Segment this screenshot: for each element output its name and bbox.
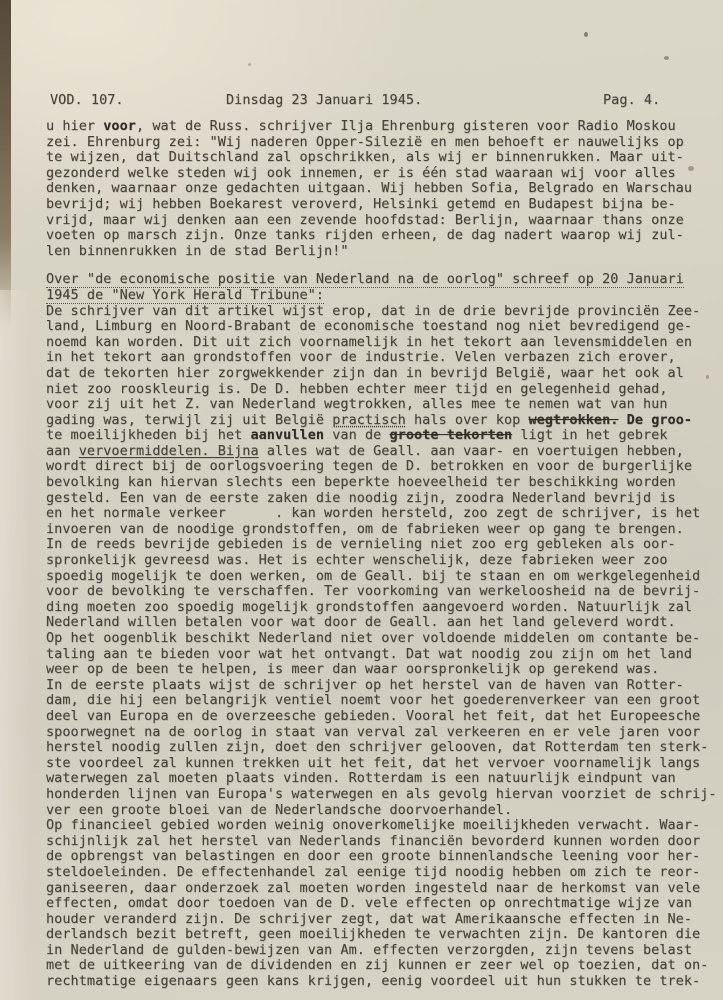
text-line: waterwegen zal moeten plaats vinden. Rotterdam is een natuurlijk eindpunt van [46,770,676,787]
text-segment: u hier [46,118,104,134]
text-line: niet zoo rooskleurig is. De D. hebben echter meer tijd en gelegenheid gehad, [46,380,668,397]
text-line: spoedig mogelijk te doen werken, om de Geall. bij te staan en om werkgelegenheid [46,567,701,584]
text-line: en het normale verkeer . kan worden hersteld, zoo zegt de schrijver, is het [46,505,701,522]
paper-edge-highlight [0,290,30,1000]
text-line: wordt direct bij de oorlogsvoering tegen de D. betrokken en voor de burgerlijke [46,458,693,475]
page-body [46,119,718,990]
text-segment: ligt in het gebrek [512,427,668,444]
text-line: In de eerste plaats wijst de schrijver op het herstel van de haven van Rotter- [46,676,684,693]
text-line: herstel noodig zullen zijn, doet den schrijver gelooven, dat Rotterdam ten sterk- [46,739,709,756]
text-segment: wegtrokken. [528,411,619,428]
page-header [50,92,673,109]
text-segment: vervoermiddelen. Bijna [78,442,259,459]
text-line: schijnlijk zal het herstel van Nederlands financiën bevorderd kunnen worden door [46,832,701,849]
text-line [46,444,718,460]
text-line: rechtmatige eigenaars geen kans krijgen, eenig voordeel uit hun stukken te trek- [46,973,701,990]
text-line: zei. Ehrenburg zei: "Wij naderen Opper-Silezië en men behoeft er nauwelijks op [46,133,684,150]
text-segment: De groo- [626,411,693,428]
text-segment: hals over kop [405,411,529,428]
text-line: weer op de been te helpen, is meer dan waar oorspronkelijk op gerekend was. [46,661,660,678]
text-line: gezonderd welke steden wij ook innemen, er is één stad waaraan wij voor alles [46,164,676,181]
text-line: len binnenrukken in de stad Berlijn!" [46,242,349,259]
text-line: in het tekort aan grondstoffen voor de industrie. Velen verbazen zich erover, [46,349,676,366]
text-line: spronkelijk gevreesd was. Het is echter wenschelijk, deze fabrieken weer zoo [46,552,668,569]
text-line: in Nederland de gulden-bewijzen van Am. effecten verzorgden, zijn tevens belast [46,941,693,958]
text-line: ste voordeel zal kunnen trekken uit het feit, dat het vervoer voornamelijk langs [46,754,701,771]
text-segment: , wat de Russ. schrijver Ilja Ehrenburg gisteren voor Radio Moskou [135,118,676,134]
text-segment [618,412,626,428]
text-line: spoorwegnet na de oorlog in staat van verval zal verkeeren en er vele jaren voor [46,723,701,740]
text-line: derlandsch bezit betreft, geen moeilijkheden te verwachten zijn. De kantoren die [46,926,701,943]
text-line [46,119,718,135]
issue-date: Dinsdag 23 Januari 1945. [226,92,423,108]
text-line: ding moeten zoo spoedig mogelijk grondstoffen aangevoerd worden. Natuurlijk zal [46,598,693,615]
text-line: In de reeds bevrijde gebieden is de vernieling niet zoo erg gebleken als oor- [46,536,676,553]
text-line: taling aan te bieden voor wat het ontvangt. Dat wat noodig zou zijn om het land [46,645,693,662]
text-line: voeten op marsch zijn. Onze tanks rijden erheen, de dag nadert waarop wij zul- [46,227,684,244]
text-line: de opbrengst van belastingen en door een groote binnenlandsche leening voor her- [46,848,701,865]
text-segment: van de [324,427,390,444]
text-line: voor zij uit het Z. van Nederland wegtrokken, alles mee te nemen wat van hun [46,396,668,413]
text-segment: te moeilijkheden bij het [46,427,251,444]
page-number: Pag. 4. [603,92,661,108]
scan-edge-shadow [0,0,11,330]
text-segment: gading was, terwijl zij uit België [46,411,333,428]
text-line: vrijd, maar wij denken aan een zevende hoofdstad: Berlijn, waarnaar thans onze [46,211,684,228]
paper-speck [248,63,251,66]
article-economy [46,304,718,990]
text-line: ver een groote bloei van de Nederlandsche doorvoerhandel. [46,801,513,818]
issue-number: VOD. 107. [50,92,124,108]
text-segment: practisch [332,411,406,428]
text-line: met de uitkeering van de dividenden en zij kunnen er zeer wel op toezien, dat on- [46,957,709,974]
text-line: Op het oogenblik beschikt Nederland niet over voldoende middelen om contante be- [46,630,701,646]
article-radio-moscow [46,119,718,259]
text-line: te wijzen, dat Duitschland zal opschrikken, als wij er binnenrukken. Maar uit- [46,149,684,166]
text-segment: groote tekorten [389,427,513,444]
text-line [46,272,718,288]
text-line: denken, waarnaar onze gedachten uitgaan. Wij hebben Sofia, Belgrado en Warschau [46,180,693,197]
paper-speck [584,32,588,37]
text-line: land, Limburg en Noord-Brabant de economische toestand nog niet bevredigend ge- [46,318,693,335]
text-line: bevolking kan hiervan slechts een beperkte hoeveelheid ter beschikking worden [46,474,676,491]
text-line: Nederland willen betalen voor wat door de Geall. aan het land geleverd wordt. [46,614,676,631]
text-line: deel van Europa en de overzeesche gebieden. Vooral het feit, dat het Europeesche [46,707,701,724]
text-segment: Over "de economische positie van Nederland na de oorlog" schreef op 20 Januari [46,271,684,288]
paper-speck [664,56,669,60]
text-line: Op financieel gebied worden weinig onoverkomelijke moeilijkheden verwacht. Waar- [46,817,701,834]
text-line: steldoeleinden. De effectenhandel zal eenige tijd noodig hebben om zich te reor- [46,863,701,880]
text-line: effecten, omdat door toedoen van de D. vele effecten op onrechtmatige wijze van [46,895,693,912]
text-line: gesteld. Een van de eerste zaken die noodig zijn, zoodra Nederland bevrijd is [46,489,676,506]
text-line [46,428,718,444]
text-line: ganiseeren, daar onderzoek zal moeten worden ingesteld naar de herkomst van vele [46,879,701,896]
text-line: honderden lijnen van Europa's waterwegen en als gevolg hiervan voorziet de schrij- [46,785,717,802]
text-line: houder veranderd zijn. De schrijver zegt, dat wat Amerikaansche effecten in Ne- [46,910,693,927]
text-segment: 1945 de "New York Herald Tribune": [46,286,325,303]
text-segment: alles wat de Geall. aan vaar- en voertuigen hebben, [258,442,684,459]
text-segment: voor [103,118,136,134]
text-line: dat de tekorten hier zorgwekkender zijn dan in bevrijd België, waar het ook al [46,364,684,381]
text-line [46,288,718,304]
text-line: noemd kan worden. Dit uit zich voornamelijk in het tekort aan levensmiddelen en [46,333,693,350]
section-heading [46,272,718,303]
text-line: voor de bevolking te verschaffen. Ter voorkoming van werkeloosheid na de bevrij- [46,583,701,600]
text-line: De schrijver van dit artikel wijst erop, dat in de drie bevrijde provinciën Zee- [46,302,701,319]
text-line: bevrijd; wij hebben Boekarest veroverd, Helsinki getemd en Budapest bijna be- [46,195,676,212]
text-line: invoeren van de noodige grondstoffen, om de fabrieken weer op gang te brengen. [46,520,684,537]
text-segment: aanvullen [250,427,325,444]
text-segment: aan [46,442,79,459]
text-line [46,413,718,429]
text-line: dam, die hij een belangrijk ventiel noemt voor het goederenverkeer van een groot [46,692,701,709]
